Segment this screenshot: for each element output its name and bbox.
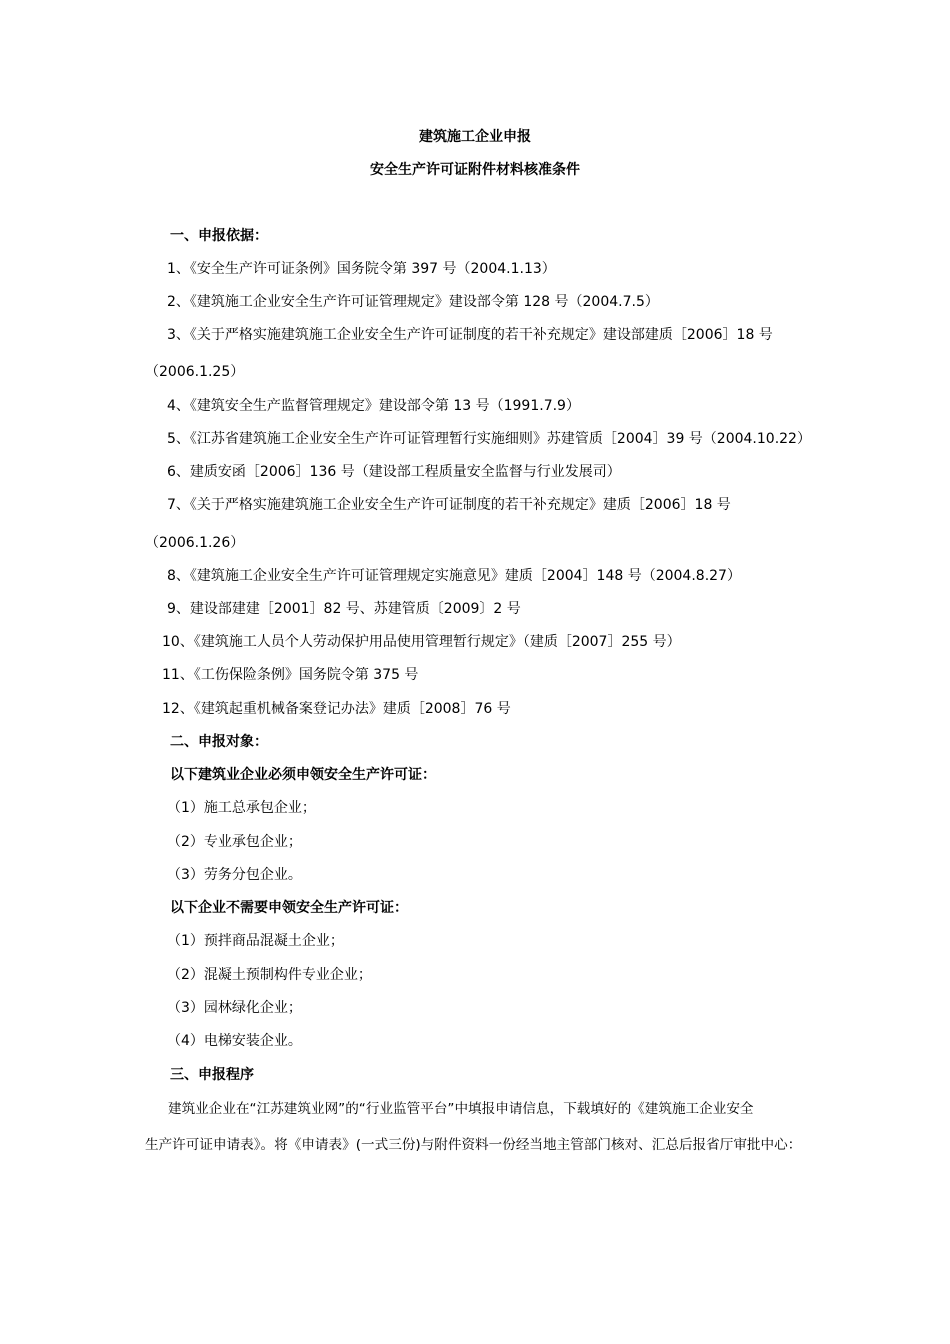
not-required-item: （1）预拌商品混凝土企业； (167, 933, 344, 949)
basis-item: 12、《建筑起重机械备案登记办法》建质［2008］76 号 (162, 701, 511, 717)
procedure-paragraph-line1: 建筑业企业在“江苏建筑业网”的“行业监管平台”中填报申请信息，下载填好的《建筑施工企业安全 (168, 1101, 754, 1117)
basis-item-continuation: （2006.1.25） (145, 364, 245, 380)
section-heading-basis: 一、申报依据： (170, 228, 268, 244)
not-required-item: （3）园林绿化企业； (167, 1000, 302, 1016)
basis-item: 2、《建筑施工企业安全生产许可证管理规定》建设部令第 128 号（2004.7.5） (167, 294, 659, 310)
not-required-item: （2）混凝土预制构件专业企业； (167, 967, 372, 983)
basis-item: 10、《建筑施工人员个人劳动保护用品使用管理暂行规定》（建质［2007］255 号） (162, 634, 681, 650)
required-item: （3）劳务分包企业。 (167, 867, 302, 883)
basis-item: 5、《江苏省建筑施工企业安全生产许可证管理暂行实施细则》苏建管质［2004］39 号（2004.10.22） (167, 431, 811, 447)
document-title-line1: 建筑施工企业申报 (419, 129, 531, 145)
basis-item: 4、《建筑安全生产监督管理规定》建设部令第 13 号（1991.7.9） (167, 398, 580, 414)
procedure-paragraph-line2: 生产许可证申请表》。将《申请表》(一式三份)与附件资料一份经当地主管部门核对、汇总后报省厅审批中心： (145, 1137, 802, 1153)
required-item: （1）施工总承包企业； (167, 800, 316, 816)
basis-item: 7、《关于严格实施建筑施工企业安全生产许可证制度的若干补充规定》建质［2006］18 号 (167, 497, 731, 513)
section-heading-procedure: 三、申报程序 (170, 1067, 254, 1083)
not-required-heading: 以下企业不需要申领安全生产许可证： (170, 900, 408, 916)
basis-item: 1、《安全生产许可证条例》国务院令第 397 号（2004.1.13） (167, 261, 556, 277)
required-item: （2）专业承包企业； (167, 834, 302, 850)
basis-item: 11、《工伤保险条例》国务院令第 375 号 (162, 667, 419, 683)
basis-item: 3、《关于严格实施建筑施工企业安全生产许可证制度的若干补充规定》建设部建质［2006］18 号 (167, 327, 773, 343)
required-heading: 以下建筑业企业必须申领安全生产许可证： (170, 767, 436, 783)
basis-item: 9、建设部建建［2001］82 号、苏建管质〔2009〕2 号 (167, 601, 521, 617)
basis-item-continuation: （2006.1.26） (145, 535, 245, 551)
not-required-item: （4）电梯安装企业。 (167, 1033, 302, 1049)
basis-item: 8、《建筑施工企业安全生产许可证管理规定实施意见》建质［2004］148 号（2004.8.27） (167, 568, 741, 584)
section-heading-applicants: 二、申报对象： (170, 734, 268, 750)
basis-item: 6、建质安函［2006］136 号（建设部工程质量安全监督与行业发展司） (167, 464, 621, 480)
document-title-line2: 安全生产许可证附件材料核准条件 (370, 162, 580, 178)
